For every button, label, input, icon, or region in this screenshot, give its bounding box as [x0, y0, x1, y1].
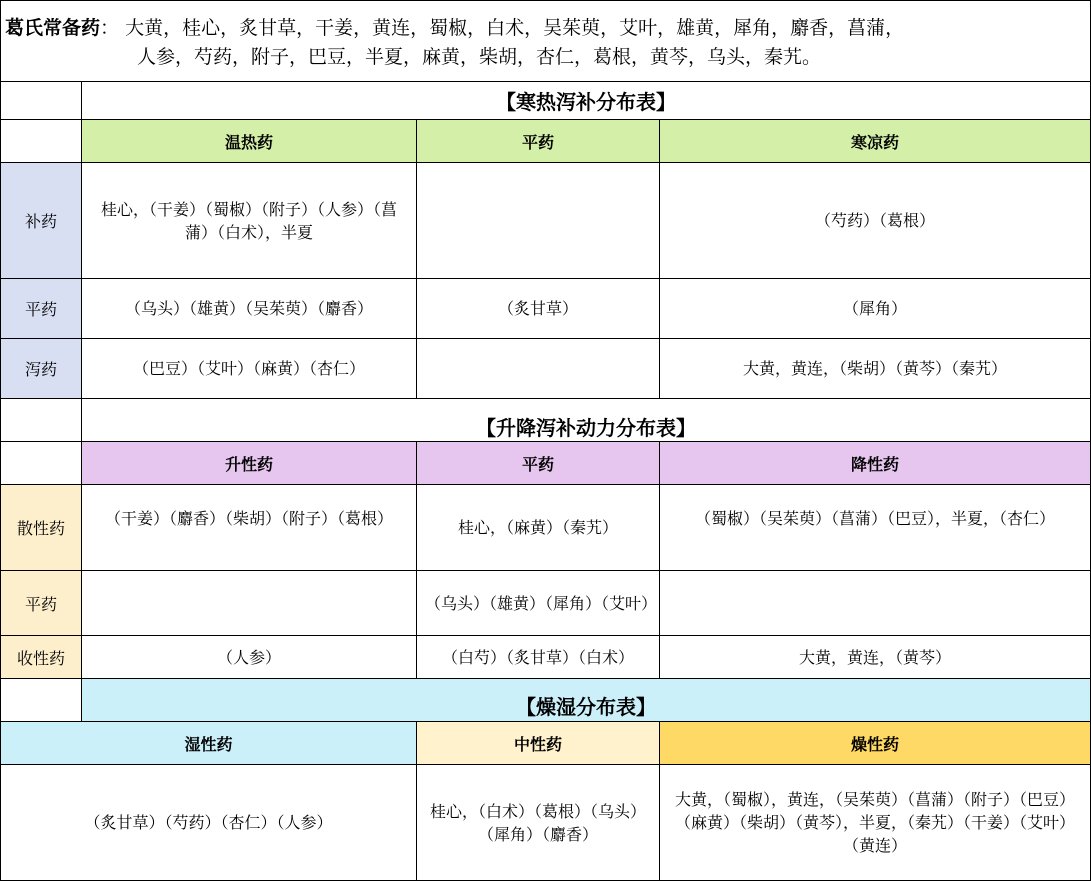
table-cell: 大黄，（蜀椒），黄连，（吴茱萸）（菖蒲）（附子）（巴豆）（麻黄）（柴胡）（黄芩），半夏，（秦艽）（干姜）（艾叶）（黄连） — [660, 765, 1091, 881]
intro-text — [0, 0, 1091, 82]
table-cell: （犀角） — [660, 279, 1091, 339]
intro-herbs-1: 大黄，桂心，炙甘草，干姜，黄连，蜀椒，白术，吴茱萸，艾叶，雄黄，犀角，麝香，菖蒲， — [125, 17, 905, 39]
intro-line-2 — [5, 43, 1090, 72]
col-header-damp: 湿性药 — [0, 722, 417, 765]
intro-line-1 — [5, 14, 1090, 43]
intro-herbs-2: 人参，芍药，附子，巴豆，半夏，麻黄，柴胡，杏仁，葛根，黄芩，乌头，秦艽。 — [137, 46, 822, 68]
col-header-cold: 寒凉药 — [660, 120, 1091, 163]
table-cell — [417, 339, 660, 399]
table-cell: 桂心，（白术）（葛根）（乌头）（犀角）（麝香） — [417, 765, 660, 881]
intro-colon: ： — [100, 17, 120, 39]
col-header-neutral: 平药 — [417, 442, 660, 485]
col-header-ascend: 升性药 — [82, 442, 417, 485]
row-label-tonify: 补药 — [0, 163, 82, 279]
table-cell: 大黄，黄连，（柴胡）（黄芩）（秦艽） — [660, 339, 1091, 399]
table-cell: （白芍）（炙甘草）（白术） — [417, 636, 660, 679]
row-label-dispersing: 散性药 — [0, 485, 82, 571]
table2-title: 【升降泻补动力分布表】 — [82, 399, 1091, 442]
row-label-neutral: 平药 — [0, 571, 82, 636]
table-cell: （乌头）（雄黄）（吴茱萸）（麝香） — [82, 279, 417, 339]
col-header-dry: 燥性药 — [660, 722, 1091, 765]
row-label-astringent: 收性药 — [0, 636, 82, 679]
table-cell — [660, 571, 1091, 636]
table-cell: （人参） — [82, 636, 417, 679]
col-header-neutral: 平药 — [417, 120, 660, 163]
col-header-neutral: 中性药 — [417, 722, 660, 765]
blank-cell — [0, 442, 82, 485]
table-cell: （芍药）（葛根） — [660, 163, 1091, 279]
intro-label: 葛氏常备药 — [5, 17, 101, 39]
table-cell: （炙甘草）（芍药）（杏仁）（人参） — [0, 765, 417, 881]
blank-cell — [0, 82, 82, 120]
table-cell — [82, 571, 417, 636]
col-header-descend: 降性药 — [660, 442, 1091, 485]
table3-title: 【燥湿分布表】 — [82, 679, 1091, 722]
row-label-purge: 泻药 — [0, 339, 82, 399]
table-cell: （巴豆）（艾叶）（麻黄）（杏仁） — [82, 339, 417, 399]
table-cell: （炙甘草） — [417, 279, 660, 339]
blank-cell — [0, 120, 82, 163]
table1-title: 【寒热泻补分布表】 — [82, 82, 1091, 120]
table-cell: 桂心，（麻黄）（秦艽） — [417, 485, 660, 571]
table-cell: 桂心，（干姜）（蜀椒）（附子）（人参）（菖蒲）（白术），半夏 — [82, 163, 417, 279]
table-cell: （乌头）（雄黄）（犀角）（艾叶） — [417, 571, 660, 636]
blank-cell — [0, 399, 82, 442]
table-cell: （干姜）（麝香）（柴胡）（附子）（葛根） — [82, 485, 417, 571]
col-header-warm: 温热药 — [82, 120, 417, 163]
blank-cell — [0, 679, 82, 722]
row-label-neutral: 平药 — [0, 279, 82, 339]
table-cell: 大黄，黄连，（黄芩） — [660, 636, 1091, 679]
table-cell: （蜀椒）（吴茱萸）（菖蒲）（巴豆），半夏，（杏仁） — [660, 485, 1091, 571]
table-cell — [417, 163, 660, 279]
